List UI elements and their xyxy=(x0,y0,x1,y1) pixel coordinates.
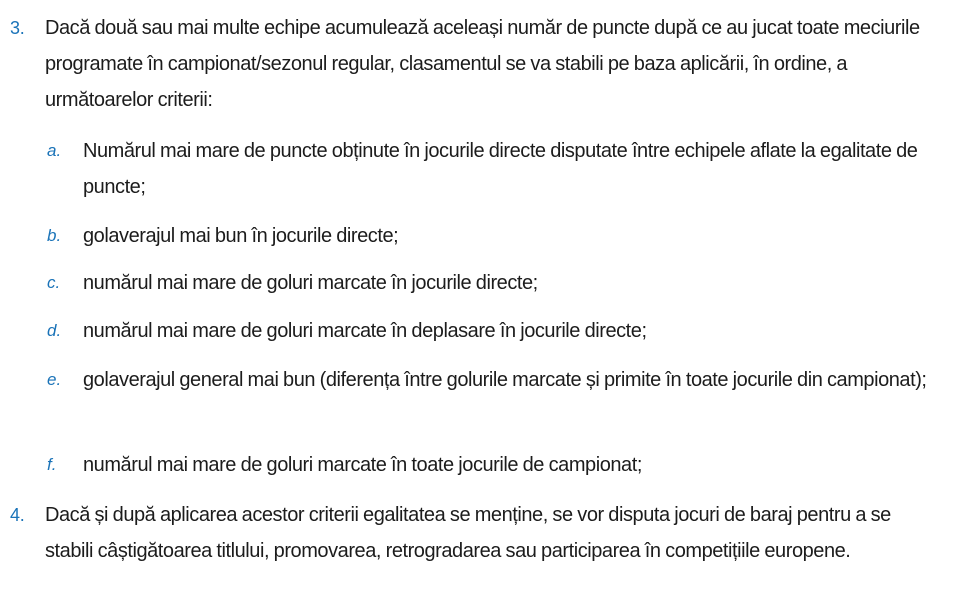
criterion-letter: d. xyxy=(47,321,62,340)
item-number: 3. xyxy=(10,18,25,38)
criterion-text: numărul mai mare de goluri marcate în deplasare în jocurile directe; xyxy=(83,320,647,342)
criterion-text: numărul mai mare de goluri marcate în jocurile directe; xyxy=(83,272,538,294)
item-number: 4. xyxy=(10,505,25,525)
criterion-text: golaverajul general mai bun (diferența între golurile marcate și primite în toate jocurile din campionat); xyxy=(83,369,927,391)
criterion-letter: b. xyxy=(47,226,62,245)
criterion-text: Numărul mai mare de puncte obținute în jocurile directe disputate între echipele aflate la egalitate de puncte; xyxy=(83,140,918,198)
item-text: Dacă și după aplicarea acestor criterii egalitatea se menține, se vor disputa jocuri de baraj pentru a se stabili câștigătoarea titlului, promovarea, retrogradarea sau participarea în competițiile europene. xyxy=(45,504,891,562)
criterion-text: golaverajul mai bun în jocurile directe; xyxy=(83,225,399,247)
criterion-letter: a. xyxy=(47,141,62,160)
criterion-letter: e. xyxy=(47,370,62,389)
criterion-text: numărul mai mare de goluri marcate în toate jocurile de campionat; xyxy=(83,454,642,476)
criterion-letter: f. xyxy=(47,455,57,474)
item-text: Dacă două sau mai multe echipe acumulează aceleași număr de puncte după ce au jucat toate meciurile programate în campionat/sezonul regular, clasamentul se va stabili pe baza aplicării, în ordine, a următoarelor criterii: xyxy=(45,17,920,111)
criterion-letter: c. xyxy=(47,273,61,292)
